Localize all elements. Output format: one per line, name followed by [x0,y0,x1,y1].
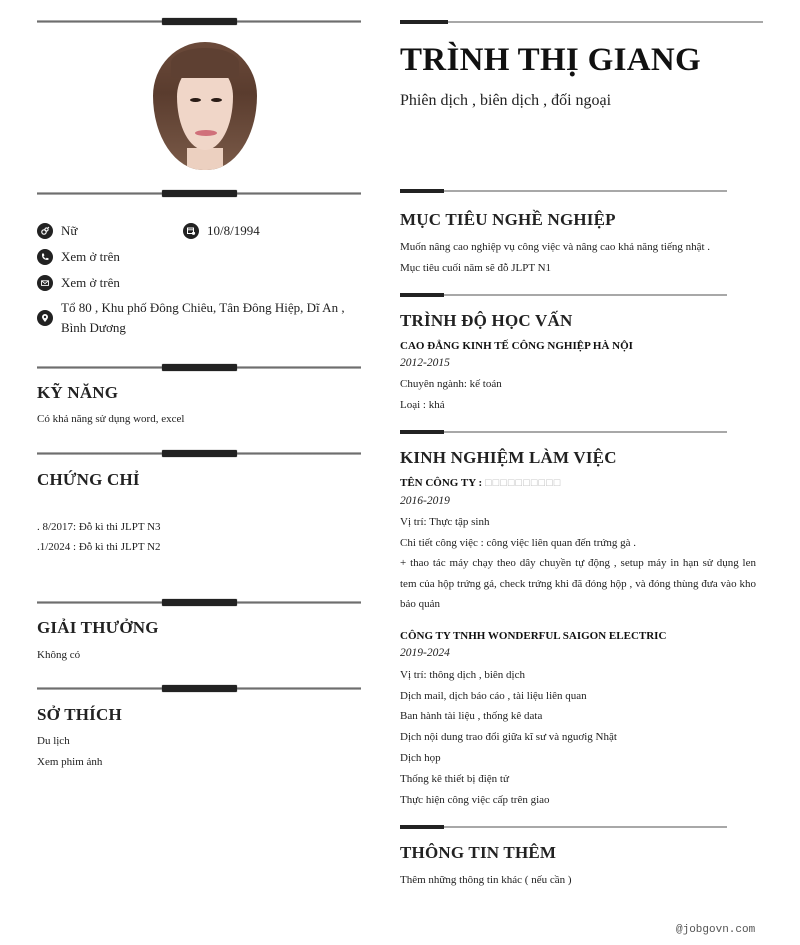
phone-icon [37,249,53,265]
avatar [153,42,257,170]
job-position: Vị trí: thông dịch , biên dịch [400,669,525,681]
company-label: TÊN CÔNG TY : [400,477,483,489]
experience-heading: KINH NGHIỆM LÀM VIỆC [400,448,617,467]
job-company: CÔNG TY TNHH WONDERFUL SAIGON ELECTRIC [400,630,667,642]
candidate-title: Phiên dịch , biên dịch , đối ngoại [400,92,612,109]
left-divider [37,685,361,692]
left-divider [37,190,361,197]
hobby-item: Du lịch [37,735,70,747]
job-detail: Chi tiết công việc : công việc liên quan đến trứng gà . [400,537,636,549]
job-period: 2016-2019 [400,495,450,507]
objective-line: Muốn nâng cao nghiệp vụ công việc và nâng cao khả năng tiếng nhật . [400,241,711,253]
birthdate-row [183,221,260,241]
gender-icon [37,223,53,239]
certificate-item: .1/2024 : Đỗ kì thi JLPT N2 [37,541,161,553]
calendar-icon [183,223,199,239]
objective-heading: MỤC TIÊU NGHỀ NGHIỆP [400,210,616,229]
job-detail: Dịch họp [400,752,441,764]
right-divider [400,293,727,297]
education-heading: TRÌNH ĐỘ HỌC VẤN [400,311,573,330]
watermark: @jobgovn.com [676,924,756,936]
address-row [37,298,345,338]
envelope-icon [37,275,53,291]
education-period: 2012-2015 [400,357,450,369]
job-period: 2019-2024 [400,647,450,659]
right-divider [400,20,763,24]
skills-heading: KỸ NĂNG [37,383,119,402]
right-divider [400,430,727,434]
objective-line: Mục tiêu cuối năm sẽ đỗ JLPT N1 [400,262,552,274]
birthdate-value: 10/8/1994 [207,223,260,238]
phone-value: Xem ở trên [61,249,120,264]
company-name-placeholder: □□□□□□□□□□ [484,477,562,489]
address-line-2: Bình Dương [61,320,126,335]
left-divider [37,599,361,606]
left-divider [37,364,361,371]
gender-value: Nữ [61,223,78,238]
left-divider [37,18,361,25]
job-detail: Thống kê thiết bị điện tử [400,773,509,785]
job-position: Vị trí: Thực tập sinh [400,516,490,528]
right-divider [400,825,727,829]
left-divider [37,450,361,457]
right-divider [400,189,727,193]
awards-heading: GIẢI THƯỞNG [37,618,159,637]
candidate-name: TRÌNH THỊ GIANG [400,42,701,78]
hobbies-heading: SỞ THÍCH [37,705,122,724]
certificates-heading: CHỨNG CHỈ [37,470,140,489]
map-pin-icon [37,310,53,326]
gender-row [37,221,77,241]
job-detail: Dịch mail, dịch báo cáo , tài liệu liên quan [400,690,587,702]
hobby-item: Xem phim ảnh [37,756,103,768]
job-detail: + thao tác máy chạy theo dây chuyền tự động , setup máy in hạn sử dụng len tem của hộp trứng gả, check trứng khi đã đóng hộp , và đóng thùng đưa vào kho bảo quản [400,557,756,610]
school-name: CAO ĐẲNG KINH TẾ CÔNG NGHIỆP HÀ NỘI [400,340,633,352]
email-row [37,273,120,293]
additional-heading: THÔNG TIN THÊM [400,843,557,862]
awards-text: Không có [37,649,81,661]
job-company [400,477,561,489]
address-line-1: Tổ 80 , Khu phố Đông Chiêu, Tân Đông Hiệp, Dĩ An , [61,300,345,315]
job-detail: Dịch nội dung trao đổi giữa kĩ sư và nguơig Nhật [400,731,617,743]
job-detail: Ban hành tài liệu , thống kê data [400,710,543,722]
skills-text: Có khả năng sử dụng word, excel [37,413,185,425]
email-value: Xem ở trên [61,275,120,290]
education-grade: Loại : khá [400,399,445,411]
certificate-item: . 8/2017: Đỗ kì thi JLPT N3 [37,521,161,533]
education-major: Chuyên ngành: kế toán [400,378,502,390]
phone-row [37,247,120,267]
job-detail: Thực hiện công việc cấp trên giao [400,794,550,806]
additional-text: Thêm những thông tin khác ( nếu cần ) [400,874,572,886]
